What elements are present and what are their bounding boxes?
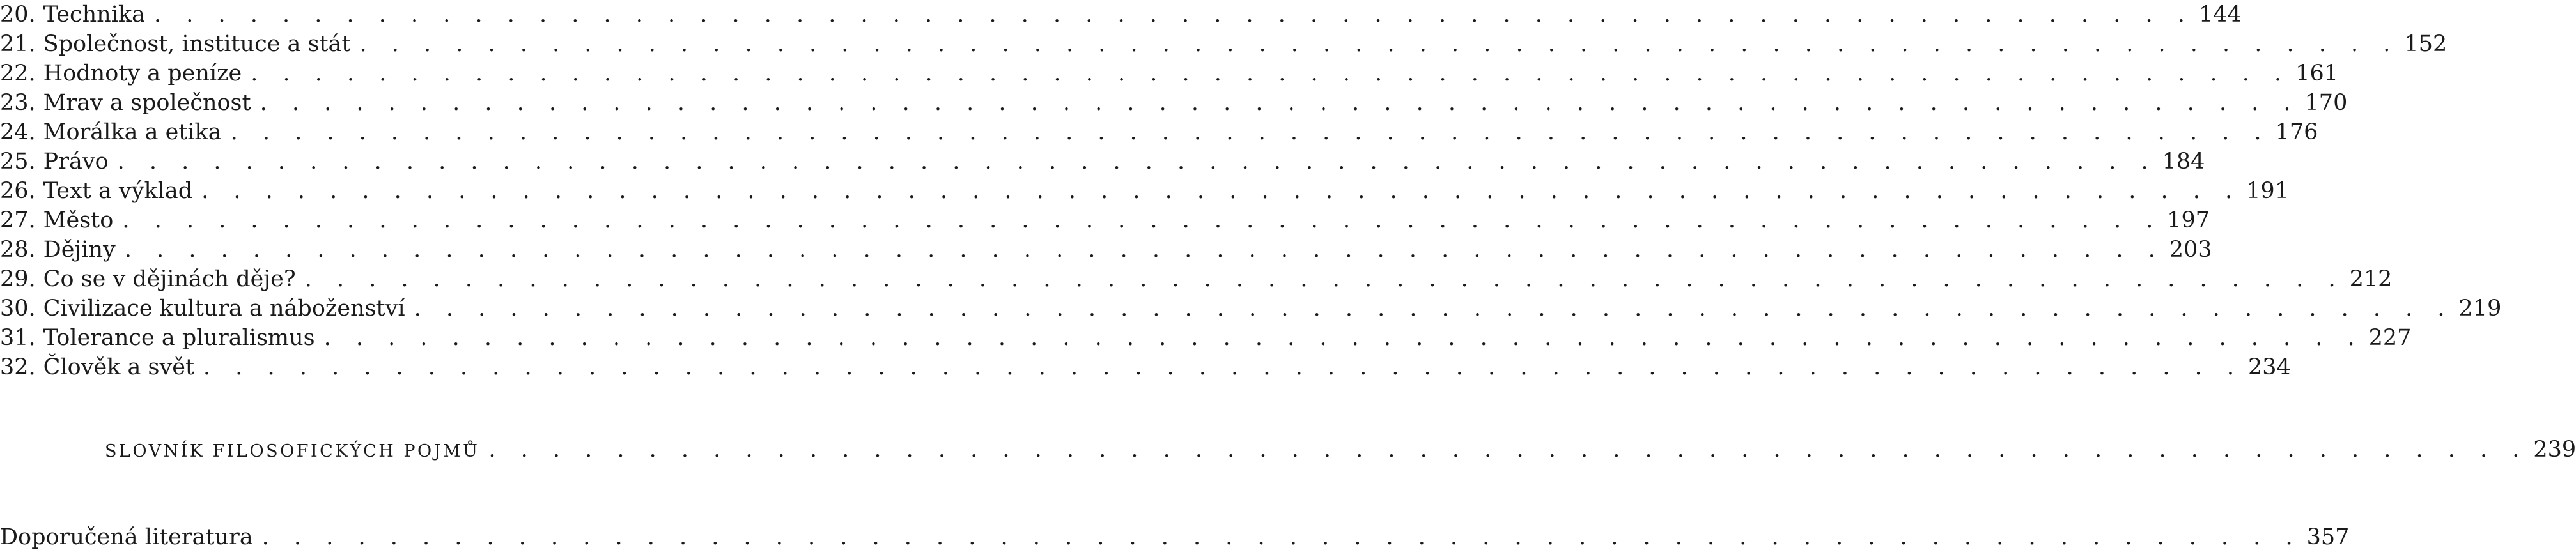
dot-leader: . . . . . . . . . . . . . . . . . . . . . . . . . . . . . . . . . . . . . . . . . . . . . . . . . . . . . . . . . . . . . . . . [414,296,2454,321]
toc-entry-page: 170 [2304,90,2348,116]
toc-entry-page: 197 [2167,208,2210,233]
toc-entry-title: Společnost, instituce a stát [43,31,351,57]
toc-entry-page: 176 [2275,119,2318,145]
toc-entry-page: 184 [2162,149,2205,174]
toc-entry-title: Člověk a svět [43,355,195,380]
toc-entry-27[interactable] [0,206,2210,235]
toc-entry-20[interactable] [0,0,2242,29]
dot-leader: . . . . . . . . . . . . . . . . . . . . . . . . . . . . . . . . . . . . . . . . . . . . . . . . . . . . . . . . . . . . . . . . [304,266,2345,292]
toc-entry-number: 28. [0,237,36,263]
dot-leader: . . . . . . . . . . . . . . . . . . . . . . . . . . . . . . . . . . . . . . . . . . . . . . . . . . . . . . . . . . . . . . . . [359,31,2400,57]
toc-entry-25[interactable] [0,147,2205,176]
toc-entry-number: 23. [0,90,36,116]
literature-title: Doporučená literatura [0,524,253,550]
toc-entry-page: 161 [2295,61,2338,86]
dot-leader: . . . . . . . . . . . . . . . . . . . . . . . . . . . . . . . . . . . . . . . . . . . . . . . . . . . . . . . . . . . . . . . . [230,119,2270,145]
toc-entry-page: 152 [2404,31,2448,57]
dot-leader: . . . . . . . . . . . . . . . . . . . . . . . . . . . . . . . . . . . . . . . . . . . . . . . . . . . . . . . . . . . . . . . . [260,90,2300,116]
dot-leader: . . . . . . . . . . . . . . . . . . . . . . . . . . . . . . . . . . . . . . . . . . . . . . . . . . . . . . . . . . . . . . . . [153,2,2194,27]
toc-entry-page: 191 [2246,178,2289,204]
dot-leader: . . . . . . . . . . . . . . . . . . . . . . . . . . . . . . . . . . . . . . . . . . . . . . . . . . . . . . . . . . . . . . . . [122,208,2162,233]
toc-entry-32[interactable] [0,353,2291,382]
toc-entry-22[interactable] [0,59,2338,88]
toc-entry-title: Mrav a společnost [43,90,251,116]
toc-entry-page: 203 [2169,237,2212,263]
toc-entry-page: 219 [2458,296,2502,321]
glossary-page: 239 [2533,437,2576,462]
glossary-title: SLOVNÍK FILOSOFICKÝCH POJMŮ [105,441,480,461]
dot-leader: . . . . . . . . . . . . . . . . . . . . . . . . . . . . . . . . . . . . . . . . . . . . . . . . . . . . . . . . . . . . . . . . [117,149,2157,174]
toc-entry-26[interactable] [0,176,2289,206]
dot-leader: . . . . . . . . . . . . . . . . . . . . . . . . . . . . . . . . . . . . . . . . . . . . . . . . . . . . . . . . . . . . . . . . [488,437,2529,462]
toc-entry-30[interactable] [0,294,2502,323]
toc-entry-page: 144 [2198,2,2242,27]
toc-entry-number: 25. [0,149,36,174]
toc-entry-number: 29. [0,266,36,292]
toc-entry-number: 30. [0,296,36,321]
toc-entry-29[interactable] [0,264,2393,294]
dot-leader: . . . . . . . . . . . . . . . . . . . . . . . . . . . . . . . . . . . . . . . . . . . . . . . . . . . . . . . . . . . . . . . . [251,61,2291,86]
toc-entry-31[interactable] [0,323,2412,353]
toc-entry-page: 234 [2247,355,2291,380]
toc-entry-page: 227 [2368,325,2412,351]
toc-entry-literature[interactable] [0,523,2350,552]
toc-entry-21[interactable] [0,29,2448,59]
dot-leader: . . . . . . . . . . . . . . . . . . . . . . . . . . . . . . . . . . . . . . . . . . . . . . . . . . . . . . . . . . . . . . . . [323,325,2364,351]
toc-entry-glossary[interactable] [0,435,2576,464]
toc-entry-number: 22. [0,61,36,86]
toc-entry-number: 21. [0,31,36,57]
literature-page: 357 [2306,524,2350,550]
toc-entry-number: 31. [0,325,36,351]
toc-entry-title: Civilizace kultura a náboženství [43,296,405,321]
toc-entry-number: 26. [0,178,36,204]
toc-entry-title: Město [43,208,114,233]
toc-entry-24[interactable] [0,118,2318,147]
toc-entry-28[interactable] [0,235,2212,264]
dot-leader: . . . . . . . . . . . . . . . . . . . . . . . . . . . . . . . . . . . . . . . . . . . . . . . . . . . . . . . . . . . . . . . . [203,355,2243,380]
toc-entry-number: 27. [0,208,36,233]
toc-entry-title: Text a výklad [43,178,193,204]
toc-entry-number: 20. [0,2,36,27]
dot-leader: . . . . . . . . . . . . . . . . . . . . . . . . . . . . . . . . . . . . . . . . . . . . . . . . . . . . . . . . . . . . . . . . [261,524,2302,550]
dot-leader: . . . . . . . . . . . . . . . . . . . . . . . . . . . . . . . . . . . . . . . . . . . . . . . . . . . . . . . . . . . . . . . . [124,237,2164,263]
toc-entry-title: Co se v dějinách děje? [43,266,296,292]
toc-entry-number: 24. [0,119,36,145]
toc-entry-title: Morálka a etika [43,119,222,145]
toc-entry-title: Hodnoty a peníze [43,61,242,86]
toc-entry-page: 212 [2349,266,2393,292]
toc-entry-title: Tolerance a pluralismus [43,325,315,351]
toc-entry-23[interactable] [0,88,2348,118]
toc-entry-title: Dějiny [43,237,116,263]
toc-entry-title: Právo [43,149,109,174]
toc-entry-number: 32. [0,355,36,380]
dot-leader: . . . . . . . . . . . . . . . . . . . . . . . . . . . . . . . . . . . . . . . . . . . . . . . . . . . . . . . . . . . . . . . . [201,178,2242,204]
toc-entry-title: Technika [43,2,145,27]
